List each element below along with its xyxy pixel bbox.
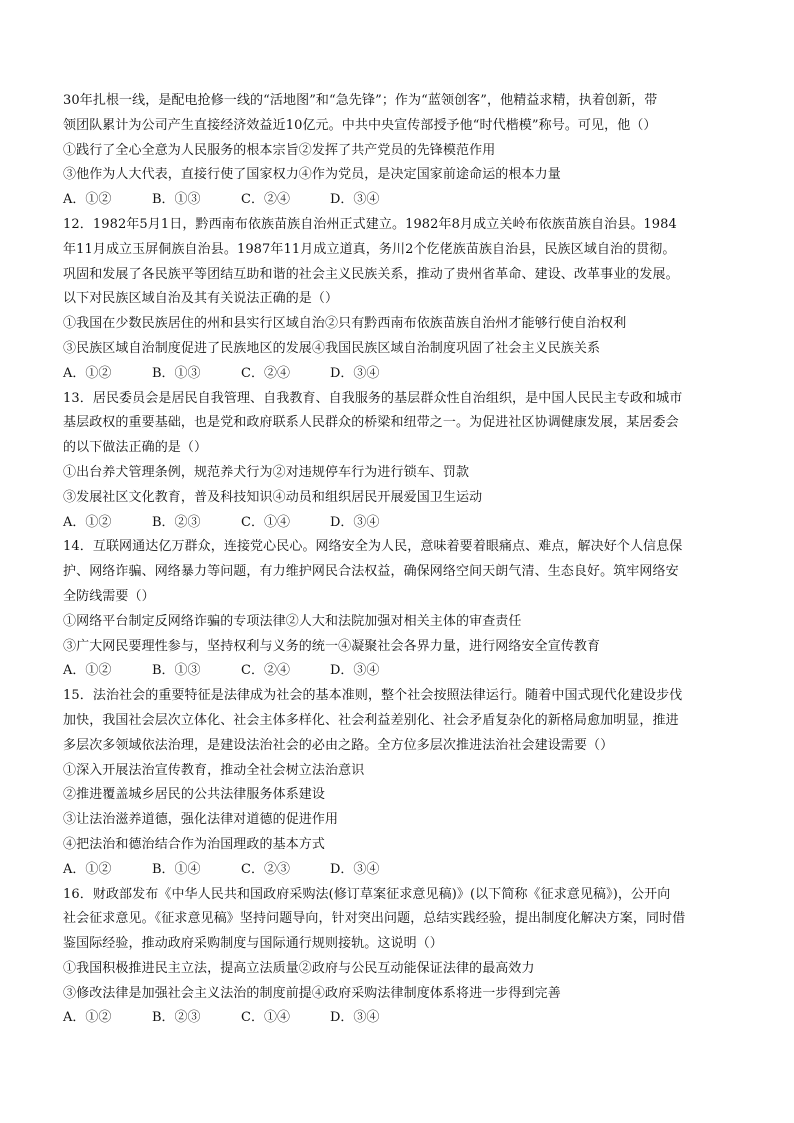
- statement-line: ①深入开展法治宣传教育，推动全社会树立法治意识: [63, 762, 365, 778]
- option-d: D．③④: [330, 192, 380, 208]
- statement-line: ②推进覆盖城乡居民的公共法律服务体系建设: [63, 787, 326, 803]
- answer-options: [63, 362, 735, 387]
- answer-options: [63, 858, 735, 883]
- question-stem-line: 15．法治社会的重要特征是法律成为社会的基本准则，整个社会按照法律运行。随着中国式现代化建设步伐: [63, 688, 683, 704]
- question-stem-line: 12．1982年5月1日，黔西南布依族苗族自治州正式建立。1982年8月成立关岭布依族苗族自治县。1984: [63, 216, 677, 232]
- option-a: A．①②: [63, 663, 112, 679]
- statement-line: ④把法治和德治结合作为治国理政的基本方式: [63, 836, 326, 852]
- question-stem-line: 16．财政部发布《中华人民共和国政府采购法(修订草案征求意见稿)》(以下简称《征求意见稿》)，公开向: [63, 886, 671, 902]
- question-stem-line: 14．互联网通达亿万群众，连接党心民心。网络安全为人民，意味着要着眼痛点、难点，解决好个人信息保: [63, 539, 683, 555]
- question-stem-line: 13．居民委员会是居民自我管理、自我教育、自我服务的基层群众性自治组织，是中国人民民主专政和城市: [63, 390, 683, 406]
- option-d: D．③④: [330, 663, 380, 679]
- option-d: D．③④: [330, 365, 380, 381]
- question-stem-line: 领团队累计为公司产生直接经济效益近10亿元。中共中央宣传部授予他“时代楷模”称号。可见，他（）: [63, 117, 657, 133]
- option-b: B．②③: [152, 514, 201, 530]
- question-stem-line: 30年扎根一线，是配电抢修一线的“活地图”和“急先锋”；作为“蓝领创客”，他精益求精，执着创新，带: [63, 93, 658, 108]
- exam-page: [63, 89, 735, 1031]
- option-d: D．③④: [330, 514, 380, 530]
- option-c: C．②③: [241, 861, 290, 877]
- option-a: A．①②: [63, 861, 112, 877]
- question-13: [63, 387, 735, 536]
- question-12: [63, 213, 735, 387]
- option-b: B．②③: [152, 1010, 201, 1026]
- question-11: [63, 89, 735, 213]
- question-stem-line: 护、网络诈骗、网络暴力等问题，有力维护网民合法权益，确保网络空间天朗气清、生态良好。筑牢网络安: [63, 564, 679, 580]
- option-b: B．①④: [152, 861, 201, 877]
- option-c: C．②④: [241, 192, 290, 208]
- option-c: C．①④: [241, 1010, 290, 1026]
- statement-line: ①网络平台制定反网络诈骗的专项法律②人大和法院加强对相关主体的审查责任: [63, 613, 522, 629]
- option-b: B．①③: [152, 365, 201, 381]
- statement-line: ①出台养犬管理条例，规范养犬行为②对违规停车行为进行锁车、罚款: [63, 464, 470, 480]
- option-d: D．③④: [330, 1010, 380, 1026]
- statement-line: ①践行了全心全意为人民服务的根本宗旨②发挥了共产党员的先锋模范作用: [63, 142, 496, 158]
- option-a: A．①②: [63, 514, 112, 530]
- question-16: [63, 883, 735, 1032]
- question-stem-line: 基层政权的重要基础，也是党和政府联系人民群众的桥梁和纽带之一。为促进社区协调健康发展，某居委会: [63, 415, 679, 431]
- question-stem-line: 年11月成立玉屏侗族自治县。1987年11月成立道真，务川2个仡佬族苗族自治县，民族区域自治的贯彻。: [63, 241, 676, 257]
- statement-line: ③发展社区文化教育，普及科技知识④动员和组织居民开展爱国卫生运动: [63, 489, 483, 505]
- question-stem-line: 以下对民族区域自治及其有关说法正确的是（）: [63, 291, 339, 307]
- answer-options: [63, 1006, 735, 1031]
- question-stem-line: 多层次多领域依法治理，是建设法治社会的必由之路。全方位多层次推进法治社会建设需要（）: [63, 737, 614, 753]
- answer-options: [63, 511, 735, 536]
- option-c: C．②④: [241, 663, 290, 679]
- question-14: [63, 535, 735, 684]
- question-stem-line: 巩固和发展了各民族平等团结互助和谐的社会主义民族关系，推动了贵州省革命、建设、改革事业的发展。: [63, 266, 679, 282]
- option-b: B．①③: [152, 663, 201, 679]
- question-stem-line: 全防线需要（）: [63, 588, 155, 604]
- option-c: C．②④: [241, 365, 290, 381]
- option-b: B．①③: [152, 192, 201, 208]
- option-a: A．①②: [63, 365, 112, 381]
- statement-line: ③修改法律是加强社会主义法治的制度前提④政府采购法律制度体系将进一步得到完善: [63, 985, 561, 1001]
- statement-line: ①我国在少数民族居住的州和县实行区域自治②只有黔西南布依族苗族自治州才能够行使自治权利: [63, 316, 627, 332]
- question-stem-line: 的以下做法正确的是（）: [63, 440, 208, 456]
- option-a: A．①②: [63, 192, 112, 208]
- statement-line: ③民族区域自治制度促进了民族地区的发展④我国民族区域自治制度巩固了社会主义民族关系: [63, 340, 601, 356]
- answer-options: [63, 188, 735, 213]
- statement-line: ③他作为人大代表，直接行使了国家权力④作为党员，是决定国家前途命运的根本力量: [63, 167, 561, 183]
- answer-options: [63, 659, 735, 684]
- statement-line: ③让法治滋养道德，强化法律对道德的促进作用: [63, 812, 339, 828]
- question-stem-line: 社会征求意见。《征求意见稿》坚持问题导向，针对突出问题，总结实践经验，提出制度化解决方案，同时借: [63, 911, 686, 927]
- question-stem-line: 加快，我国社会层次立体化、社会主体多样化、社会利益差别化、社会矛盾复杂化的新格局愈加明显，推进: [63, 712, 679, 728]
- option-c: C．①④: [241, 514, 290, 530]
- question-15: [63, 684, 735, 882]
- option-a: A．①②: [63, 1010, 112, 1026]
- question-stem-line: 鉴国际经验，推动政府采购制度与国际通行规则接轨。这说明（）: [63, 936, 443, 952]
- option-d: D．③④: [330, 861, 380, 877]
- statement-line: ③广大网民要理性参与，坚持权利与义务的统一④凝聚社会各界力量，进行网络安全宣传教育: [63, 638, 601, 654]
- statement-line: ①我国积极推进民主立法，提高立法质量②政府与公民互动能保证法律的最高效力: [63, 960, 535, 976]
